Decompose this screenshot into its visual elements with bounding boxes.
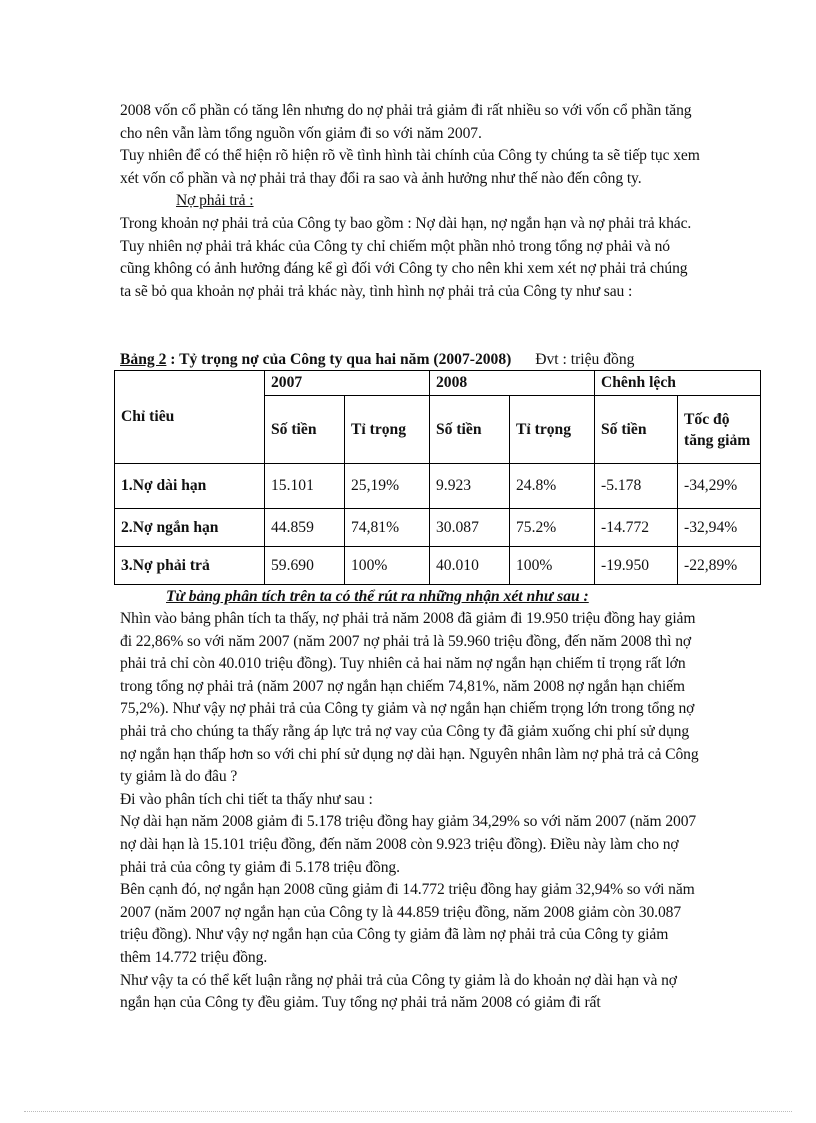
table-cell: -34,29% xyxy=(678,464,761,509)
table-cell: -22,89% xyxy=(678,547,761,585)
row-label: 2.Nợ ngắn hạn xyxy=(115,509,265,547)
row-label: 1.Nợ dài hạn xyxy=(115,464,265,509)
analysis-paragraph-1: Nhìn vào bảng phân tích ta thấy, nợ phải trả năm 2008 đã giảm đi 19.950 triệu đồng hay giảm đi 22,86% so với năm 2007 (năm 2007 nợ phải trả là 59.960 triệu đồng, đến năm 2008 thì nợ phải trả chỉ còn 40.010 triệu đồng). Tuy nhiên cả hai năm nợ ngắn hạn chiếm tỉ trọng rất lớn trong tổng nợ phải trả (năm 2007 nợ ngắn hạn chiếm 74,81%, năm 2008 nợ ngắn hạn chiếm 75,2%). Như vậy nợ phải trả của Công ty giảm và nợ ngắn hạn chiếm trọng lớn trong tổng nợ phải trả cho chúng ta thấy rằng áp lực trả nợ vay của Công ty đã giảm xuống chi phí sử dụng nợ ngắn hạn thấp hơn so với chi phí sử dụng nợ dài hạn. Nguyên nhân làm nợ phả trả cả Công ty giảm là do đâu ? xyxy=(120,610,699,786)
row-label: 3.Nợ phải trả xyxy=(115,547,265,585)
intro-paragraph-2: Tuy nhiên để có thể hiện rõ hiện rõ về tình hình tài chính của Công ty chúng ta sẽ tiếp tục xem xét vốn cổ phần và nợ phải trả thay đổi ra sao và ảnh hưởng như thế nào đến công ty. xyxy=(120,147,700,187)
analysis-paragraph-3: Nợ dài hạn năm 2008 giảm đi 5.178 triệu đồng hay giảm 34,29% so với năm 2007 (năm 2007 nợ dài hạn là 15.101 triệu đồng, đến năm 2008 còn 9.923 triệu đồng). Điều này làm cho nợ phải trả của công ty giảm đi 5.178 triệu đồng. xyxy=(120,813,697,876)
debt-ratio-table xyxy=(114,370,761,585)
table-cell: -32,94% xyxy=(678,509,761,547)
subheader-so-tien-chenh-lech: Số tiền xyxy=(595,396,678,464)
table-cell: 24.8% xyxy=(510,464,595,509)
section-heading-no-phai-tra: Nợ phải trả : xyxy=(176,192,254,210)
intro-paragraph-1: 2008 vốn cổ phần có tăng lên nhưng do nợ phải trả giảm đi rất nhiều so với vốn cổ phần tăng cho nên vẫn làm tổng nguồn vốn giảm đi so với năm 2007. xyxy=(120,102,692,142)
analysis-paragraph-5: Như vậy ta có thể kết luận rằng nợ phải trả của Công ty giảm là do khoản nợ dài hạn và nợ ngắn hạn của Công ty đều giảm. Tuy tổng nợ phải trả năm 2008 có giảm đi rất xyxy=(120,971,677,1012)
analysis-section xyxy=(120,608,700,1015)
table-caption xyxy=(120,349,720,371)
row-header-cell: Chỉ tiêu xyxy=(115,371,265,464)
table-row xyxy=(115,509,761,547)
liabilities-intro-paragraph: Trong khoản nợ phải trả của Công ty bao gồm : Nợ dài hạn, nợ ngắn hạn và nợ phải trả khác. Tuy nhiên nợ phải trả khác của Công ty chỉ chiếm một phần nhỏ trong tổng nợ phải và nó cũng không có ảnh hưởng đáng kể gì đối với Công ty cho nên khi xem xét nợ phải trả chúng ta sẽ bỏ qua khoản nợ phải trả khác này, tình hình nợ phải trả của Công ty như sau : xyxy=(120,214,692,300)
subheader-toc-do-tang-giam: Tốc độ tăng giảm xyxy=(678,396,761,464)
table-cell: 44.859 xyxy=(265,509,345,547)
page-bottom-divider xyxy=(24,1111,792,1112)
table-cell: 9.923 xyxy=(430,464,510,509)
group-header-2008: 2008 xyxy=(430,371,595,396)
group-header-chenh-lech: Chênh lệch xyxy=(595,371,761,396)
table-cell: -14.772 xyxy=(595,509,678,547)
subheader-ti-trong-2007: Tỉ trọng xyxy=(345,396,430,464)
table-cell: 15.101 xyxy=(265,464,345,509)
table-unit: Đvt : triệu đồng xyxy=(535,351,635,368)
table-cell: 25,19% xyxy=(345,464,430,509)
table-cell: -5.178 xyxy=(595,464,678,509)
analysis-title: Từ bảng phân tích trên ta có thể rút ra những nhận xét như sau : xyxy=(166,588,589,605)
table-caption-title: : Tỷ trọng nợ của Công ty qua hai năm (2007-2008) xyxy=(170,351,512,368)
table-cell: 100% xyxy=(510,547,595,585)
group-header-2007: 2007 xyxy=(265,371,430,396)
table-caption-label: Bảng 2 xyxy=(120,351,167,368)
subheader-so-tien-2008: Số tiền xyxy=(430,396,510,464)
subheader-so-tien-2007: Số tiền xyxy=(265,396,345,464)
table-cell: 75.2% xyxy=(510,509,595,547)
intro-section xyxy=(120,100,700,303)
table-cell: -19.950 xyxy=(595,547,678,585)
analysis-paragraph-2: Đi vào phân tích chi tiết ta thấy như sau : xyxy=(120,790,373,808)
analysis-paragraph-4: Bên cạnh đó, nợ ngắn hạn 2008 cũng giảm đi 14.772 triệu đồng hay giảm 32,94% so với năm 2007 (năm 2007 nợ ngắn hạn của Công ty là 44.859 triệu đồng, năm 2008 giảm còn 30.087 triệu đồng). Như vậy nợ ngắn hạn của Công ty giảm đã làm nợ phải trả của Công ty giảm thêm 14.772 triệu đồng. xyxy=(120,881,695,966)
table-row xyxy=(115,547,761,585)
subheader-ti-trong-2008: Tỉ trọng xyxy=(510,396,595,464)
table-cell: 40.010 xyxy=(430,547,510,585)
table-cell: 74,81% xyxy=(345,509,430,547)
table-cell: 30.087 xyxy=(430,509,510,547)
table-cell: 100% xyxy=(345,547,430,585)
table-cell: 59.690 xyxy=(265,547,345,585)
table-row xyxy=(115,464,761,509)
